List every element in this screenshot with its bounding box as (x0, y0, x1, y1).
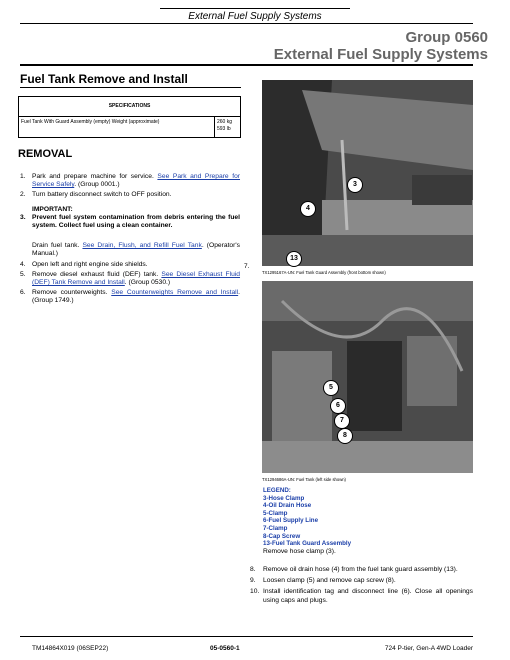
step-3-drain (20, 242, 240, 258)
spec-value-kg: 260 kg (217, 119, 233, 125)
header-rule (20, 23, 473, 24)
callout-8: 8 (337, 428, 353, 444)
step-1-suffix: . (Group 0001.) (74, 181, 120, 189)
step-1: 1. Park and prepare machine for service. See Park and Prepare for Service Safely. (Group 0001.) (20, 173, 241, 189)
legend-item: 3-Hose Clamp (263, 494, 305, 502)
step-2: 2. Turn battery disconnect switch to OFF position. (20, 191, 172, 199)
step-3-text: Prevent fuel system contamination from debris entering the fuel system. Collect fuel using a clean container. (32, 213, 240, 230)
counterweights-link[interactable]: See Counterweights Remove and Install (111, 289, 239, 297)
drain-suffix: . (Operator's Manual.) (32, 242, 241, 258)
spec-value (214, 117, 240, 137)
def-tank-link[interactable]: See Diesel Exhaust Fluid (DEF) Tank Remove and Install (32, 270, 241, 287)
section-rule (20, 87, 241, 88)
callout-13: 13 (286, 251, 302, 267)
running-header: External Fuel Supply Systems (188, 11, 322, 22)
group-number: Group 0560 (405, 29, 488, 46)
specifications-heading: SPECIFICATIONS (19, 97, 240, 117)
drain-flush-link[interactable]: See Drain, Flush, and Refill Fuel Tank (82, 242, 202, 250)
header-top-rule (160, 8, 350, 9)
step-3: 3. Prevent fuel system contamination from debris entering the fuel system. Collect fuel using a clean container. (20, 213, 240, 230)
step-5-text: Remove diesel exhaust fluid (DEF) tank. (32, 270, 159, 278)
right-steps (250, 566, 473, 608)
section-title: Fuel Tank Remove and Install (20, 72, 188, 86)
callout-5: 5 (323, 380, 339, 396)
step-4: 4. Open left and right engine side shields. (20, 260, 148, 268)
footer-doc-id: TM14864X019 (06SEP22) (32, 645, 109, 652)
group-title: External Fuel Supply Systems (273, 46, 488, 63)
figure-2-caption: TX1294686A-UN: Fuel Tank (left side shown) (262, 477, 346, 482)
legend-title: LEGEND: (263, 487, 291, 494)
callout-6: 6 (330, 398, 346, 414)
step-6: 6. Remove counterweights. See Counterweights Remove and Install. (Group 1749.) (20, 289, 240, 305)
page-number: 05-0560-1 (210, 645, 240, 652)
step-2-text: Turn battery disconnect switch to OFF position. (32, 191, 172, 199)
step-5: 5. Remove diesel exhaust fluid (DEF) tank. See Diesel Exhaust Fluid (DEF) Tank Remove and Install. (Group 0530.) (20, 270, 241, 287)
park-prepare-link[interactable]: See Park and Prepare for Service Safely (32, 173, 241, 189)
step-6-text: Remove counterweights. (32, 289, 108, 297)
specifications-table (18, 96, 241, 138)
important-label-text: IMPORTANT: (32, 205, 73, 213)
step-9: 9. Loosen clamp (5) and remove cap screw (8). (250, 577, 396, 585)
step-10-text: Install identification tag and disconnect line (6). Close all openings using caps and plugs. (263, 588, 473, 604)
step-8: 8. Remove oil drain hose (4) from the fuel tank guard assembly (13). (250, 566, 458, 573)
step-4-text: Open left and right engine side shields. (32, 260, 148, 268)
spec-label: Fuel Tank With Guard Assembly (empty) Weight (approximate) (21, 119, 160, 125)
step-7-number: 7. (244, 263, 250, 270)
legend-item: 5-Clamp (263, 509, 288, 517)
fuel-tank-left-illustration (262, 281, 473, 473)
callout-4: 4 (300, 201, 316, 217)
callout-7: 7 (334, 413, 350, 429)
fuel-tank-left-photo (262, 281, 473, 473)
step-10: 10. Install identification tag and disconnect line (6). Close all openings using caps and plugs. (250, 588, 473, 604)
step-5-suffix: . (Group 0530.) (124, 279, 171, 287)
step-8-text: Remove oil drain hose (4) from the fuel tank guard assembly (13). (263, 566, 458, 573)
step-9-text: Loosen clamp (5) and remove cap screw (8). (263, 577, 396, 585)
legend-item: 7-Clamp (263, 524, 288, 532)
removal-steps (20, 173, 240, 308)
spec-value-lb: 593 lb (217, 126, 231, 132)
legend (263, 487, 351, 555)
step-1-text: Park and prepare machine for service. (32, 173, 154, 180)
table-row (19, 117, 240, 137)
drain-text: Drain fuel tank. (32, 242, 80, 250)
callout-3: 3 (347, 177, 363, 193)
footer-rule (20, 636, 473, 637)
figure-1-caption: TX1295167A-UN: Fuel Tank Guard Assembly (front bottom shown) (262, 270, 386, 275)
legend-item: 4-Oil Drain Hose (263, 502, 312, 510)
legend-item: 8-Cap Screw (263, 532, 301, 540)
footer-model: 724 P-tier, Gen-A 4WD Loader (384, 645, 473, 652)
fuel-tank-guard-illustration (262, 80, 473, 266)
step-7-text: Remove hose clamp (3). (263, 547, 336, 555)
important-label (20, 206, 240, 214)
step-6-suffix: . (Group 1749.) (32, 289, 240, 305)
legend-item: 13-Fuel Tank Guard Assembly (263, 540, 352, 548)
removal-heading: REMOVAL (18, 148, 73, 160)
group-rule (20, 64, 473, 66)
legend-item: 6-Fuel Supply Line (263, 517, 319, 525)
fuel-tank-guard-photo (262, 80, 473, 266)
